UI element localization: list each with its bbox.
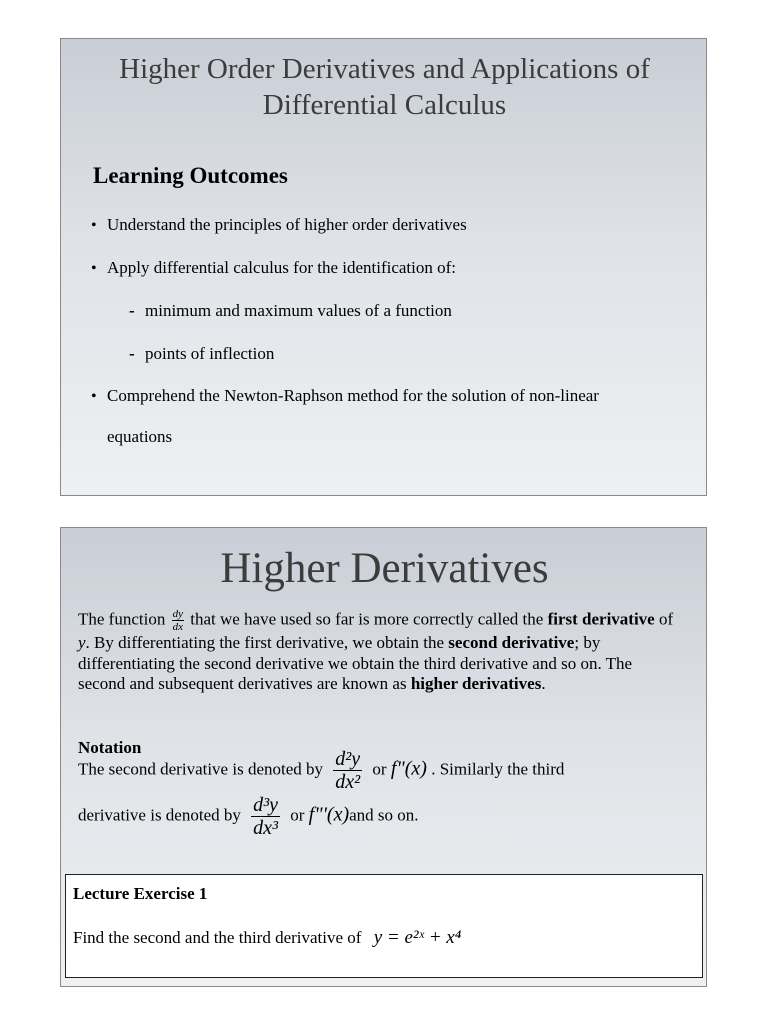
lecture-exercise-box — [65, 874, 703, 978]
bullet-dot-icon: • — [91, 388, 97, 405]
dash-icon: - — [129, 301, 135, 320]
para-text: . By differentiating the first derivative, we obtain the — [85, 633, 445, 652]
bold-term: derivative — [582, 609, 655, 629]
bold-term: second — [448, 633, 498, 652]
bold-term: first — [547, 609, 578, 629]
title-line-1: Higher Order Derivatives and Applications of — [119, 53, 650, 85]
fraction-denominator: dx² — [335, 771, 361, 793]
or-text: or — [290, 805, 305, 825]
dash-icon: - — [129, 344, 135, 363]
dy-dx-fraction — [172, 608, 184, 633]
sub-item — [129, 301, 452, 321]
bullet-item — [91, 215, 467, 235]
f-triple-prime: f"'(x) — [308, 803, 350, 826]
bullet-text: Understand the principles of higher order derivatives — [107, 215, 467, 234]
title-line-2: Differential Calculus — [262, 89, 507, 121]
slide-higher-derivatives — [60, 527, 707, 987]
third-derivative-line — [78, 794, 419, 839]
bullet-item — [91, 386, 599, 406]
fraction-numerator: d³y — [253, 794, 278, 816]
learning-outcomes-heading: Learning Outcomes — [93, 163, 288, 188]
para-text: The function — [78, 609, 166, 629]
fraction-numerator: d²y — [335, 748, 361, 770]
fraction-denominator: dx — [172, 621, 183, 633]
notation-heading: Notation — [78, 738, 142, 757]
intro-paragraph — [78, 608, 678, 695]
bullet-continuation: equations — [107, 427, 173, 446]
para-text: . — [541, 674, 546, 693]
slide-learning-outcomes — [60, 38, 707, 496]
sub-item — [129, 344, 274, 364]
para-text: of — [658, 609, 674, 629]
sub-item-text: minimum and maximum values of a function — [145, 301, 452, 320]
line-text: and so on. — [349, 805, 419, 825]
exercise-text — [73, 927, 461, 949]
variable-y: y — [78, 633, 86, 652]
f-double-prime: f"(x) — [390, 757, 427, 780]
third-derivative-fraction — [251, 794, 280, 839]
line-text: The second derivative is denoted by — [78, 759, 324, 779]
slide2-title: Higher Derivatives — [220, 545, 549, 592]
line-text: derivative is denoted by — [78, 805, 241, 825]
bullet-text: Apply differential calculus for the identification of: — [107, 258, 457, 277]
fraction-denominator: dx³ — [253, 817, 278, 839]
sub-item-text: points of inflection — [145, 344, 275, 363]
fraction-numerator: dy — [172, 608, 183, 620]
bold-term: higher derivatives — [410, 674, 542, 693]
second-derivative-fraction — [333, 748, 362, 793]
or-text: or — [372, 759, 387, 779]
para-text: that we have used so far is more correctly called the — [190, 609, 544, 629]
slide1-title — [61, 51, 708, 123]
second-derivative-line — [78, 748, 564, 793]
exercise-prompt: Find the second and the third derivative of — [73, 928, 362, 947]
bullet-item — [91, 258, 456, 278]
bullet-text: Comprehend the Newton-Raphson method for the solution of non-linear — [107, 386, 599, 405]
bullet-dot-icon: • — [91, 217, 97, 234]
para-text: ; by differentiating the second derivative we obtain the third derivative and so on. The second and subsequent derivatives are known as — [78, 633, 633, 693]
exercise-equation: y = e²ˣ + x⁴ — [373, 927, 462, 948]
line-text: . Similarly the third — [431, 759, 565, 779]
exercise-title: Lecture Exercise 1 — [73, 884, 208, 903]
bold-term: derivative — [501, 633, 575, 652]
bullet-dot-icon: • — [91, 260, 97, 277]
